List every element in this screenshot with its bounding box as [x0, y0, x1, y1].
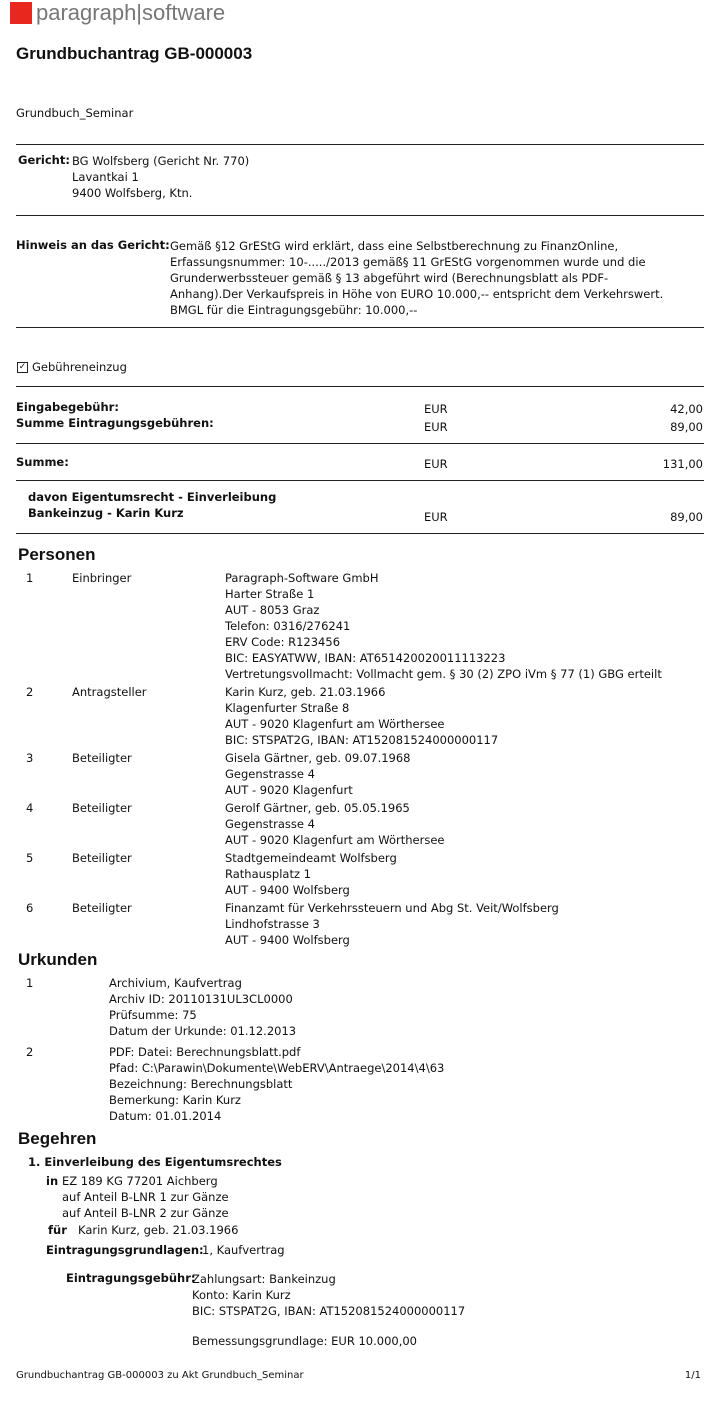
- request-fee-line: Zahlungsart: Bankeinzug: [192, 1272, 336, 1286]
- persons-heading: Personen: [18, 545, 96, 564]
- request-in-details: [62, 1173, 229, 1221]
- page-number: 1/1: [684, 1370, 701, 1381]
- fee-currency: EUR: [424, 402, 448, 416]
- person-role: Beteiligter: [72, 751, 132, 765]
- court-name: BG Wolfsberg (Gericht Nr. 770): [72, 154, 250, 168]
- person-line: AUT - 9020 Klagenfurt: [225, 783, 353, 797]
- notice-line: Gemäß §12 GrEStG wird erklärt, dass eine Selbstberechnung zu FinanzOnline,: [170, 239, 619, 253]
- notice-line: BMGL für die Eintragungsgebühr: 10.000,--: [170, 303, 418, 317]
- fee-amount: 42,00: [670, 402, 703, 416]
- fee-detail-line2: Bankeinzug - Karin Kurz: [28, 506, 184, 520]
- request-basis-label: Eintragungsgrundlagen:: [46, 1243, 204, 1257]
- person-nr: 1: [26, 571, 34, 585]
- notice-line: Grunderwerbssteuer gemäß § 13 abgeführt wird (Berechnungsblatt als PDF-: [170, 271, 609, 285]
- person-line: Paragraph-Software GmbH: [225, 571, 379, 585]
- request-fee-details: [192, 1271, 465, 1319]
- document-details: [109, 1044, 444, 1124]
- person-role: Beteiligter: [72, 901, 132, 915]
- logo-mark: [10, 2, 32, 24]
- fee-currency: EUR: [424, 420, 448, 434]
- request-for-value: Karin Kurz, geb. 21.03.1966: [78, 1223, 239, 1237]
- request-in-line: auf Anteil B-LNR 2 zur Gänze: [62, 1206, 229, 1220]
- person-line: Lindhofstrasse 3: [225, 917, 320, 931]
- person-line: Harter Straße 1: [225, 587, 315, 601]
- notice-line: Erfassungsnummer: 10-...../2013 gemäß§ 11 GrEStG vorgenommen wurde und die: [170, 255, 646, 269]
- documents-heading: Urkunden: [18, 950, 98, 969]
- document-nr: 2: [26, 1045, 34, 1059]
- footer-text: Grundbuchantrag GB-000003 zu Akt Grundbuch_Seminar: [16, 1370, 304, 1381]
- akt-name: Grundbuch_Seminar: [16, 106, 134, 120]
- court-city: 9400 Wolfsberg, Ktn.: [72, 186, 193, 200]
- notice-label: Hinweis an das Gericht:: [16, 238, 170, 252]
- request-fee-line: Konto: Karin Kurz: [192, 1288, 291, 1302]
- divider: [16, 443, 704, 444]
- notice-text: [170, 238, 663, 318]
- fee-detail-line1: davon Eigentumsrecht - Einverleibung: [28, 490, 277, 504]
- divider: [16, 327, 704, 328]
- person-line: Gisela Gärtner, geb. 09.07.1968: [225, 751, 411, 765]
- person-line: AUT - 9400 Wolfsberg: [225, 883, 350, 897]
- person-line: Rathausplatz 1: [225, 867, 311, 881]
- document-line: Pfad: C:\Parawin\Dokumente\WebERV\Antraege\2014\4\63: [109, 1061, 445, 1075]
- court-street: Lavantkai 1: [72, 170, 139, 184]
- document-details: [109, 975, 296, 1039]
- fee-label-entry: Eingabegebühr:: [16, 400, 119, 414]
- person-line: Telefon: 0316/276241: [225, 619, 351, 633]
- person-line: ERV Code: R123456: [225, 635, 341, 649]
- document-line: Datum: 01.01.2014: [109, 1109, 222, 1123]
- divider: [16, 144, 704, 145]
- fee-label-registration: Summe Eintragungsgebühren:: [16, 416, 214, 430]
- document-line: Archivium, Kaufvertrag: [109, 976, 242, 990]
- person-nr: 5: [26, 851, 34, 865]
- person-nr: 6: [26, 901, 34, 915]
- person-line: Gerolf Gärtner, geb. 05.05.1965: [225, 801, 410, 815]
- person-nr: 3: [26, 751, 34, 765]
- notice-line: Anhang).Der Verkaufspreis in Höhe von EURO 10.000,-- entspricht dem Verkehrswert.: [170, 287, 664, 301]
- requests-heading: Begehren: [18, 1129, 97, 1148]
- person-line: Vertretungsvollmacht: Vollmacht gem. § 30 (2) ZPO iVm § 77 (1) GBG erteilt: [225, 667, 662, 681]
- request-fee-line: BIC: STSPAT2G, IBAN: AT152081524000000117: [192, 1304, 466, 1318]
- person-details: [225, 684, 498, 748]
- document-line: Datum der Urkunde: 01.12.2013: [109, 1024, 297, 1038]
- person-line: BIC: STSPAT2G, IBAN: AT152081524000000117: [225, 733, 499, 747]
- person-role: Antragsteller: [72, 685, 147, 699]
- person-role: Einbringer: [72, 571, 132, 585]
- person-line: Stadtgemeindeamt Wolfsberg: [225, 851, 397, 865]
- person-nr: 2: [26, 685, 34, 699]
- person-details: [225, 750, 411, 798]
- fee-total-label: Summe:: [16, 455, 69, 469]
- document-line: PDF: Datei: Berechnungsblatt.pdf: [109, 1045, 301, 1059]
- fee-amount: 89,00: [670, 420, 703, 434]
- person-details: [225, 900, 559, 948]
- person-role: Beteiligter: [72, 801, 132, 815]
- person-line: AUT - 9400 Wolfsberg: [225, 933, 350, 947]
- court-address: [72, 153, 249, 201]
- person-details: [225, 800, 444, 848]
- document-line: Archiv ID: 20110131UL3CL0000: [109, 992, 293, 1006]
- document-line: Prüfsumme: 75: [109, 1008, 197, 1022]
- request-in-label: in: [46, 1174, 59, 1188]
- document-line: Bemerkung: Karin Kurz: [109, 1093, 241, 1107]
- person-line: AUT - 9020 Klagenfurt am Wörthersee: [225, 833, 445, 847]
- divider: [16, 215, 704, 216]
- request-in-line: EZ 189 KG 77201 Aichberg: [62, 1174, 218, 1188]
- person-role: Beteiligter: [72, 851, 132, 865]
- request-assessment: Bemessungsgrundlage: EUR 10.000,00: [192, 1334, 418, 1348]
- divider: [16, 533, 704, 534]
- fee-total-amount: 131,00: [662, 457, 703, 471]
- request-fee-label: Eintragungsgebühr:: [66, 1271, 196, 1285]
- person-line: Gegenstrasse 4: [225, 767, 315, 781]
- person-line: AUT - 9020 Klagenfurt am Wörthersee: [225, 717, 445, 731]
- person-line: AUT - 8053 Graz: [225, 603, 320, 617]
- person-line: Karin Kurz, geb. 21.03.1966: [225, 685, 386, 699]
- person-line: Gegenstrasse 4: [225, 817, 315, 831]
- request-for-label: für: [48, 1223, 67, 1237]
- person-nr: 4: [26, 801, 34, 815]
- person-line: Finanzamt für Verkehrssteuern und Abg St. Veit/Wolfsberg: [225, 901, 559, 915]
- fee-collection-checkbox[interactable]: ✓: [18, 362, 27, 372]
- fee-detail-currency: EUR: [424, 510, 448, 524]
- logo-text: paragraph|software: [36, 0, 226, 25]
- request-title: 1. Einverleibung des Eigentumsrechtes: [28, 1155, 282, 1169]
- fee-detail-amount: 89,00: [670, 510, 703, 524]
- person-line: BIC: EASYATWW, IBAN: AT651420020011113223: [225, 651, 506, 665]
- person-details: [225, 570, 662, 682]
- court-label: Gericht:: [18, 153, 70, 167]
- fee-collection-label: Gebühreneinzug: [32, 360, 127, 374]
- request-basis-value: 1, Kaufvertrag: [202, 1243, 285, 1257]
- person-line: Klagenfurter Straße 8: [225, 701, 350, 715]
- document-line: Bezeichnung: Berechnungsblatt: [109, 1077, 293, 1091]
- person-details: [225, 850, 397, 898]
- request-in-line: auf Anteil B-LNR 1 zur Gänze: [62, 1190, 229, 1204]
- document-nr: 1: [26, 976, 34, 990]
- divider: [16, 480, 704, 481]
- page-title: Grundbuchantrag GB-000003: [16, 44, 253, 63]
- divider: [16, 386, 704, 387]
- fee-total-currency: EUR: [424, 457, 448, 471]
